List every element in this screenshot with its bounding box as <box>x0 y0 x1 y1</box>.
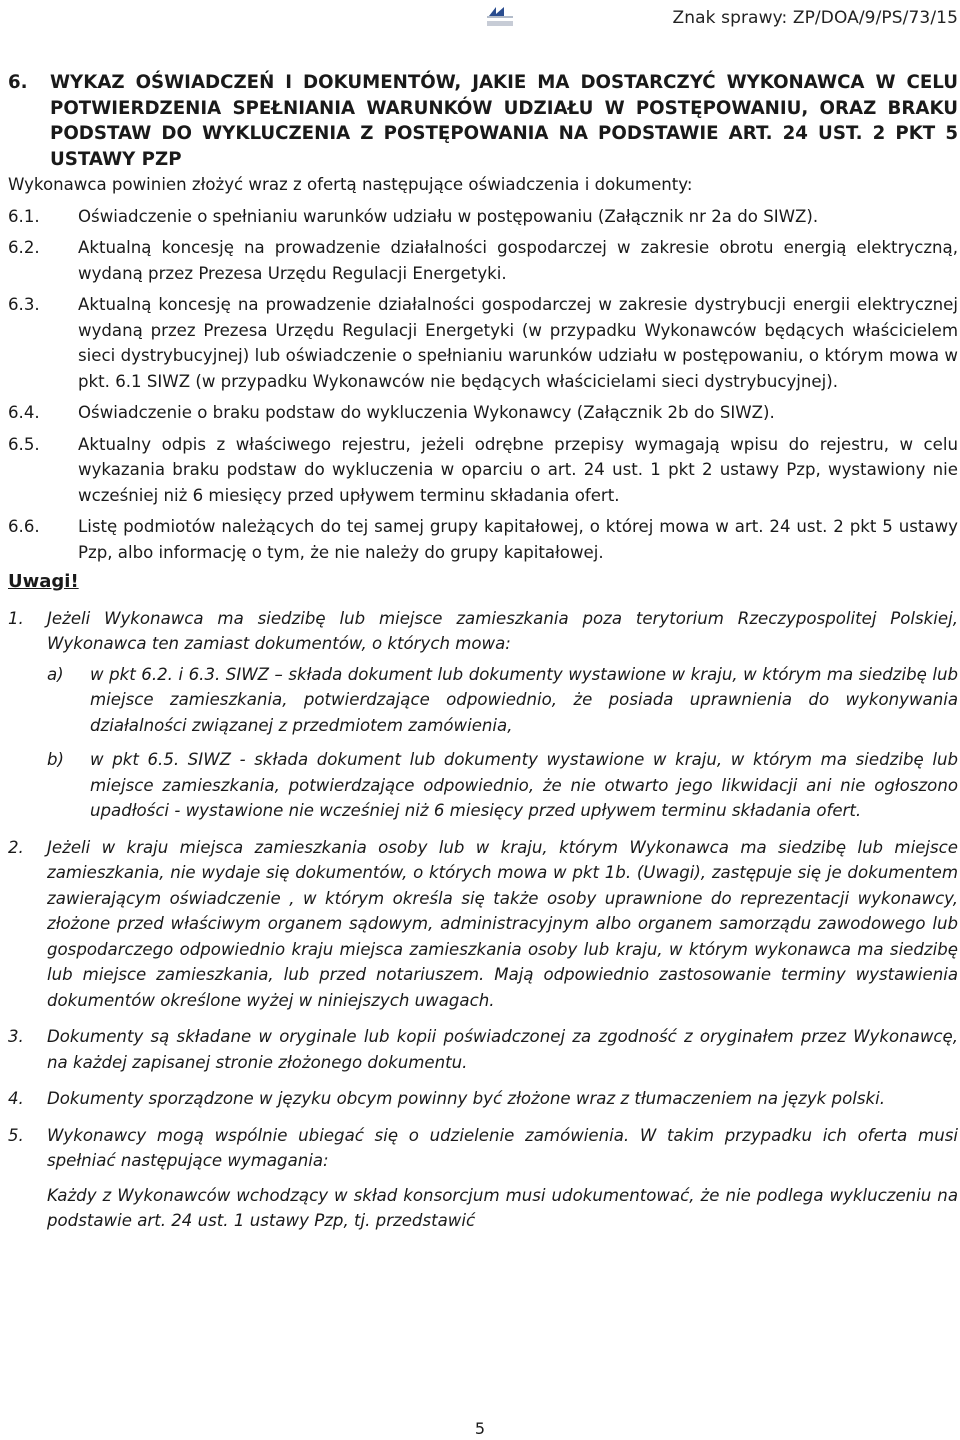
company-logo <box>483 4 517 30</box>
item-text: Aktualny odpis z właściwego rejestru, jeżeli odrębne przepisy wymagają wpisu do rejestru, w celu wykazania braku podstaw do wykluczenia w oparciu o art. 24 ust. 1 pkt 2 ustawy Pzp, wystawiony nie wcześniej niż 6 miesięcy przed upływem terminu składania ofert. <box>78 434 958 505</box>
section-intro: Wykonawca powinien złożyć wraz z ofertą następujące oświadczenia i dokumenty: <box>8 175 693 194</box>
document-body <box>8 70 958 1234</box>
remark-text: Dokumenty sporządzone w języku obcym powinny być złożone wraz z tłumaczeniem na język polski. <box>47 1089 885 1108</box>
item-text: Oświadczenie o spełnianiu warunków udziału w postępowaniu (Załącznik nr 2a do SIWZ). <box>78 206 819 226</box>
list-item <box>8 514 958 565</box>
subitem-letter: b) <box>47 750 65 769</box>
item-text: Aktualną koncesję na prowadzenie działalności gospodarczej w zakresie obrotu energią elektryczną, wydaną przez Prezesa Urzędu Regulacji Energetyki. <box>78 238 958 283</box>
remark-number: 1. <box>8 608 24 628</box>
subitem-letter: a) <box>47 664 64 684</box>
item-text: Listę podmiotów należących do tej samej grupy kapitałowej, o której mowa w art. 24 ust. 2 pkt 5 ustawy Pzp, albo informację o tym, że nie należy do grupy kapitałowej. <box>78 517 958 562</box>
remark-item <box>8 835 958 1014</box>
remark-subitem <box>47 662 958 739</box>
remark-item <box>8 606 958 657</box>
remark-paragraph: Każdy z Wykonawców wchodzący w skład konsorcjum musi udokumentować, że nie podlega wykluczeniu na podstawie art. 24 ust. 1 ustawy Pzp, tj. przedstawić <box>47 1185 958 1230</box>
section-number: 6. <box>8 72 28 93</box>
item-text: Aktualną koncesję na prowadzenie działalności gospodarczej w zakresie dystrybucji energii elektrycznej wydaną przez Prezesa Urzędu Regulacji Energetyki (w przypadku Wykonawców będących właścicielem sieci dystrybucyjnej) lub oświadczenie o spełnianiu warunków udziału w postępowaniu, o którym mowa w pkt. 6.1 SIWZ (w przypadku Wykonawców nie będących właścicielami sieci dystrybucyjnej). <box>78 295 958 391</box>
subitem-text: w pkt 6.5. SIWZ - składa dokument lub dokumenty wystawione w kraju, w którym ma siedzibę lub miejsce zamieszkania, potwierdzające odpowiednio, że nie otwarto jego likwidacji ani nie ogłoszono upadłości - wystawione nie wcześniej niż 6 miesięcy przed upływem terminu składania ofert. <box>90 750 958 820</box>
remark-text: Dokumenty są składane w oryginale lub kopii poświadczonej za zgodność z oryginałem przez Wykonawcę, na każdej zapisanej stronie złożonego dokumentu. <box>47 1027 958 1072</box>
remark-subitem <box>47 747 958 824</box>
remark-text: Jeżeli Wykonawca ma siedzibę lub miejsce zamieszkania poza terytorium Rzeczypospolitej Polskiej, Wykonawca ten zamiast dokumentów, o których mowa: <box>47 608 958 653</box>
remark-item <box>8 1086 958 1112</box>
list-item <box>8 292 958 394</box>
section-heading <box>8 70 958 172</box>
remark-number: 3. <box>8 1027 24 1046</box>
page-number: 5 <box>474 1419 486 1438</box>
item-number: 6.6. <box>8 517 40 536</box>
remark-number: 2. <box>8 837 24 857</box>
item-number: 6.2. <box>8 238 40 257</box>
subitem-text: w pkt 6.2. i 6.3. SIWZ – składa dokument lub dokumenty wystawione w kraju, w którym ma siedzibę lub miejsce zamieszkania, potwierdzające odpowiednio, że posiada uprawnienia do wykonywania działalności związanej z przedmiotem zamówienia, <box>90 664 958 735</box>
item-text: Oświadczenie o braku podstaw do wykluczenia Wykonawcy (Załącznik 2b do SIWZ). <box>78 403 775 422</box>
remark-text: Wykonawcy mogą wspólnie ubiegać się o udzielenie zamówienia. W takim przypadku ich oferta musi spełniać następujące wymagania: <box>47 1125 958 1170</box>
remark-text: Jeżeli w kraju miejsca zamieszkania osoby lub w kraju, którym Wykonawca ma siedzibę lub miejsce zamieszkania, nie wydaje się dokumentów, o których mowa w pkt 1b. (Uwagi), zastępuje się je dokumentem zawierającym oświadczenie , w którym określa się także osoby uprawnione do reprezentacji wykonawcy, złożone przed właściwym organem sądowym, administracyjnym albo organem samorządu zawodowego lub gospodarczego odpowiednio kraju miejsca zamieszkania osoby lub kraju, w którym wykonawca ma siedzibę lub miejsce zamieszkania, lub przed notariuszem. Mają odpowiednio zastosowanie terminy wystawienia dokumentów określone wyżej w niniejszych uwagach. <box>47 837 958 1010</box>
remark-number: 5. <box>8 1125 24 1145</box>
section-title: WYKAZ OŚWIADCZEŃ I DOKUMENTÓW, JAKIE MA DOSTARCZYĆ WYKONAWCA W CELU POTWIERDZENIA SPEŁNIANIA WARUNKÓW UDZIAŁU W POSTĘPOWANIU, ORAZ BRAKU PODSTAW DO WYKLUCZENIA Z POSTĘPOWANIA NA PODSTAWIE ART. 24 UST. 2 PKT 5 USTAWY PZP <box>50 72 958 170</box>
list-item <box>8 235 958 286</box>
item-number: 6.1. <box>8 206 40 226</box>
case-number: Znak sprawy: ZP/DOA/9/PS/73/15 <box>672 8 958 28</box>
remarks-title: Uwagi! <box>8 571 79 592</box>
list-item <box>8 400 958 426</box>
remark-item <box>8 1123 958 1174</box>
remark-number: 4. <box>8 1089 24 1108</box>
list-item <box>8 204 958 230</box>
item-number: 6.3. <box>8 295 40 314</box>
list-item <box>8 432 958 509</box>
remark-item <box>8 1024 958 1075</box>
item-number: 6.4. <box>8 403 40 422</box>
item-number: 6.5. <box>8 434 40 454</box>
